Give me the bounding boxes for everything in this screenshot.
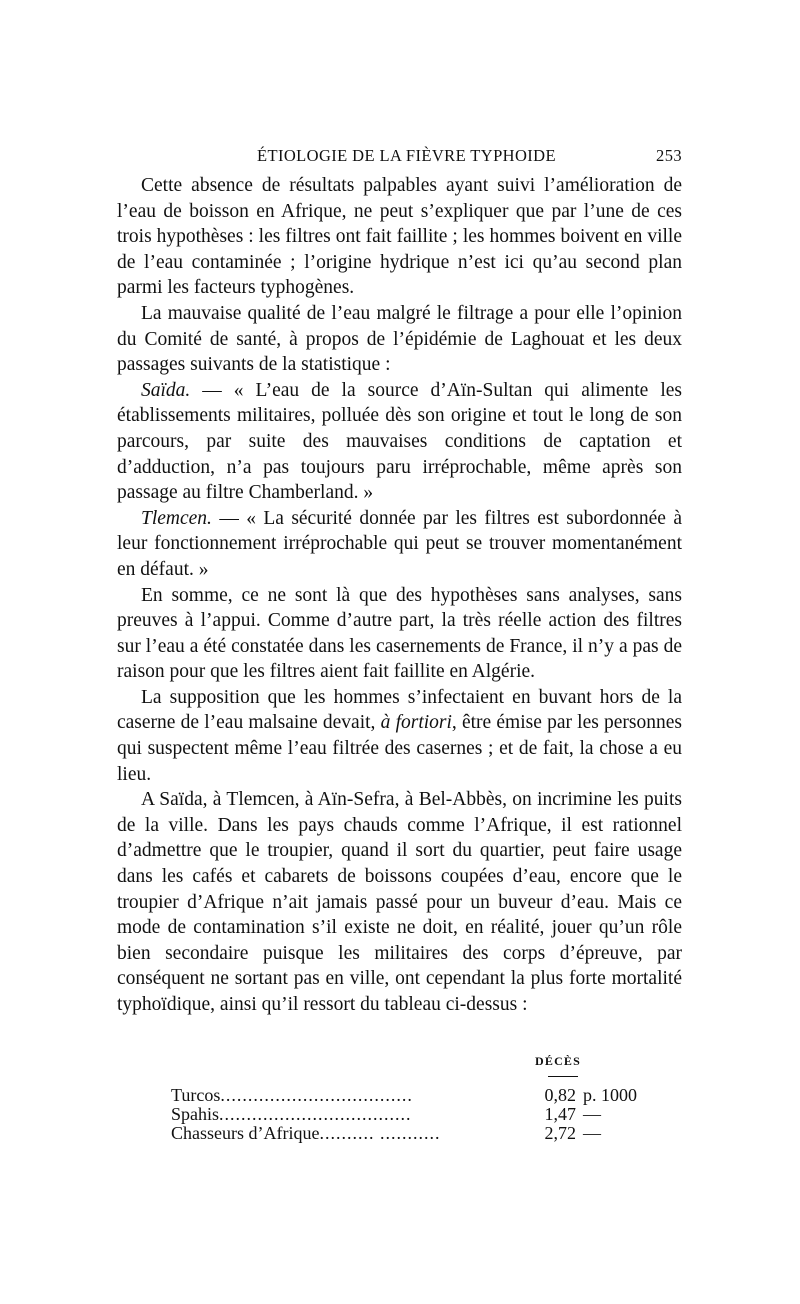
table-row — [171, 1124, 651, 1143]
running-head — [117, 146, 682, 170]
row-value: 2,72 — [544, 1123, 576, 1143]
running-title: ÉTIOLOGIE DE LA FIÈVRE TYPHOIDE — [257, 146, 556, 165]
place-name-saida: Saïda. — [141, 379, 191, 401]
paragraph-tlemcen-quote: Tlemcen. — « La sécurité donnée par les filtres est subordonnée à leur fonctionnement irréprochable qui peut se trouver momentanément en défaut. » — [117, 507, 682, 580]
mortality-table — [171, 1086, 651, 1143]
italic-a-fortiori: à fortiori — [380, 712, 452, 734]
row-unit: p. 1000 — [583, 1085, 637, 1105]
paragraph-conclusion: En somme, ce ne sont là que des hypothèses sans analyses, sans preuves à l’appui. Comme d’autre part, la très réelle action des filtres sur l’eau a été constatée dans les casernements de France, il n’y a pas de raison pour que les filtres aient fait faillite en Algérie. — [117, 584, 682, 683]
leader-dots: ................................... — [219, 1105, 412, 1124]
row-unit: — — [583, 1104, 601, 1124]
body-text — [117, 173, 682, 1018]
row-label: Spahis — [171, 1105, 220, 1124]
paragraph-filter-hypotheses: Cette absence de résultats palpables ayant suivi l’amélioration de l’eau de boisson en Afrique, ne peut s’expliquer que par l’une de ces trois hypothèses : les filtres ont fait faillite ; les hommes boivent en ville de l’eau contaminée ; l’origine hydrique n’est ici qu’au second plan parmi les facteurs typhogènes. — [117, 175, 682, 299]
row-label: Turcos — [171, 1086, 221, 1105]
place-name-tlemcen: Tlemcen. — [141, 507, 212, 529]
page-number: 253 — [656, 146, 682, 165]
paragraph-town-wells: A Saïda, à Tlemcen, à Aïn-Sefra, à Bel-Abbès, on incrimine les puits de la ville. Dans les pays chauds comme l’Afrique, il est rationnel d’admettre que le troupier, quand il sort du quartier, peut faire usage dans les cafés et cabarets de boissons coupées d’eau, encore que le troupier d’Afrique n’ait jamais passé pour un buveur d’eau. Mais ce mode de contamination s’il existe ne doit, en réalité, jouer qu’un rôle bien secondaire puisque les militaires des corps d’épreuve, par conséquent ne sortant pas en ville, ont cependant la plus forte mortalité typhoïdique, ainsi qu’il ressort du tableau ci-dessus : — [117, 789, 682, 1015]
paragraph-saida-quote: Saïda. — « L’eau de la source d’Aïn-Sultan qui alimente les établissements militaires, polluée dès son origine et tout le long de son parcours, par suite des mauvaises conditions de captation et d’adduction, n’a pas toujours paru irréprochable, même après son passage au filtre Chamberland. » — [117, 379, 682, 504]
leader-dots: .......... ........... — [319, 1124, 441, 1143]
table-row — [171, 1105, 651, 1124]
table-column-header: DÉCÈS — [535, 1054, 582, 1068]
leader-dots: ................................... — [220, 1086, 413, 1105]
row-unit: — — [583, 1123, 601, 1143]
row-value: 0,82 — [544, 1085, 576, 1105]
table-row — [171, 1086, 651, 1105]
row-label: Chasseurs d’Afrique — [171, 1124, 320, 1143]
paragraph-water-quality: La mauvaise qualité de l’eau malgré le filtrage a pour elle l’opinion du Comité de santé, à propos de l’épidémie de Laghouat et les deux passages suivants de la statistique : — [117, 302, 682, 376]
paragraph-supposition: La supposition que les hommes s’infectaient en buvant hors de la caserne de l’eau malsaine devait, à fortiori, être émise par les personnes qui suspectent même l’eau filtrée des casernes ; et de fait, la chose a eu lieu. — [117, 686, 683, 785]
row-value: 1,47 — [544, 1104, 576, 1124]
header-rule — [548, 1076, 578, 1077]
